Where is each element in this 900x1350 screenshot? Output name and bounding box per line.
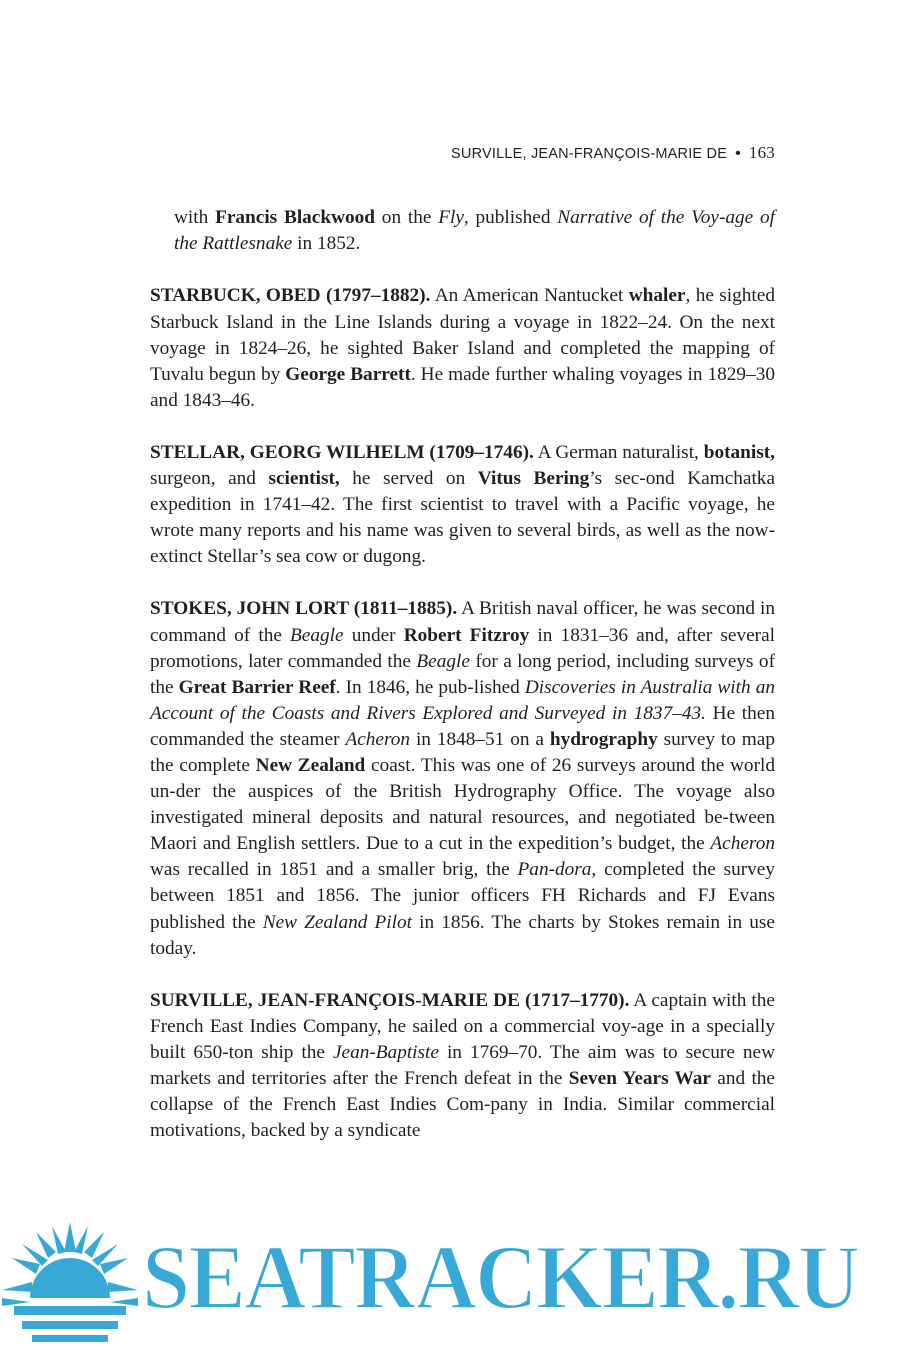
entry-headword: STELLAR, GEORG WILHELM (1709–1746). <box>150 441 534 463</box>
text: surgeon, and <box>150 468 269 490</box>
text: ’s sec-ond Kamchatka expedition in 1741–42. The first scientist to travel with a Pacific voyage, he wrote many reports and his name was given to several birds, as well as the now-extinct Stellar’s sea cow or dugong. <box>150 468 776 568</box>
text: A German naturalist, <box>533 441 704 463</box>
text: , he sighted Starbuck Island in the Line Islands during a voyage in 1822–24. On the next voyage in 1824–26, he sighted Baker Island and completed the mapping of Tuvalu begun by <box>150 285 775 385</box>
text: , published <box>463 207 558 229</box>
text: in 1769–70. The aim was to secure new markets and territories after the French defeat in the <box>150 1041 775 1090</box>
text: for a long period, including surveys of the <box>150 650 775 698</box>
text: . He made further whaling voyages in 1829–30 and 1843–46. <box>150 363 775 411</box>
text: he served on <box>339 468 478 490</box>
text: in 1831–36 and, after several promotions, later commanded the <box>150 624 775 672</box>
entry-surville <box>150 988 775 1145</box>
page-number: 163 <box>748 143 775 162</box>
text: with <box>174 207 216 229</box>
text: and the collapse of the French East Indies Com-pany in India. Similar commercial motivations, backed by a syndicate <box>150 1068 775 1142</box>
text: An American Nantucket <box>430 285 629 307</box>
text: in 1856. The charts by Stokes remain in use today. <box>150 911 775 959</box>
text: on the <box>375 207 439 229</box>
book-title: New Zealand Pilot <box>262 911 412 933</box>
ship-name: Acheron <box>710 833 775 855</box>
cross-reference: Vitus Bering <box>477 468 590 490</box>
text: coast. This was one of 26 surveys around the world un-der the auspices of the British Hydrography Office. The voyage also investigated mineral deposits and natural resources, and negotiated be-tween Maori and English settlers. Due to a cut in the expedition’s budget, the <box>150 754 775 855</box>
watermark-text: SEATRACKER.RU <box>142 1226 859 1328</box>
cross-reference: hydrography <box>549 728 658 750</box>
entry-headword: SURVILLE, JEAN-FRANÇOIS-MARIE DE (1717–1770). <box>150 989 630 1011</box>
page-body <box>150 186 775 1170</box>
ship-name: Beagle <box>416 650 470 672</box>
ship-name: Jean-Baptiste <box>332 1041 439 1063</box>
book-title: Discoveries in Australia with an Account of the Coasts and Rivers Explored and Surveyed in 1837–43. <box>150 676 775 724</box>
cross-reference: scientist, <box>268 468 340 490</box>
entry-starbuck <box>150 283 775 413</box>
text: He then commanded the steamer <box>150 702 775 750</box>
text: A captain with the French East Indies Company, he sailed on a commercial voy-age in a specially built 650-ton ship the <box>150 989 775 1063</box>
ship-name: Beagle <box>290 624 344 646</box>
text: under <box>343 624 404 646</box>
entry-stokes <box>150 596 775 961</box>
running-head-title: SURVILLE, JEAN-FRANÇOIS-MARIE DE <box>451 146 728 162</box>
cross-reference: whaler <box>628 285 686 307</box>
watermark <box>0 1218 900 1350</box>
cross-reference: Francis Blackwood <box>215 207 376 229</box>
text: A British naval officer, he was second in command of the <box>150 598 775 646</box>
text: completed the survey between 1851 and 1856. The junior officers FH Richards and FJ Evans published the <box>150 859 775 933</box>
text: . In 1846, he pub-lished <box>335 676 525 698</box>
text: in 1848–51 on a <box>410 728 550 750</box>
entry-stellar <box>150 440 775 570</box>
cross-reference: New Zealand <box>255 754 366 776</box>
running-head-bullet: • <box>735 145 741 162</box>
sun-logo-icon <box>0 1218 140 1350</box>
text: in 1852. <box>292 233 361 255</box>
ship-name: Pan-dora, <box>517 859 597 881</box>
cross-reference: Great Barrier Reef <box>178 676 336 698</box>
cross-reference: botanist, <box>703 441 775 463</box>
text: was recalled in 1851 and a smaller brig, the <box>150 859 518 881</box>
cross-reference: George Barrett <box>285 363 411 385</box>
ship-name: Acheron <box>345 728 411 750</box>
cross-reference: Robert Fitzroy <box>403 624 530 646</box>
running-head <box>150 143 775 163</box>
entry-headword: STOKES, JOHN LORT (1811–1885). <box>150 598 458 620</box>
entry-headword: STARBUCK, OBED (1797–1882). <box>150 285 431 307</box>
ship-name: Fly <box>438 207 464 229</box>
continuation-paragraph <box>150 205 775 257</box>
book-title: Narrative of the Voy-age of the Rattlesnake <box>174 207 775 255</box>
cross-reference: Seven Years War <box>568 1068 711 1090</box>
text: survey to map the complete <box>150 728 775 776</box>
